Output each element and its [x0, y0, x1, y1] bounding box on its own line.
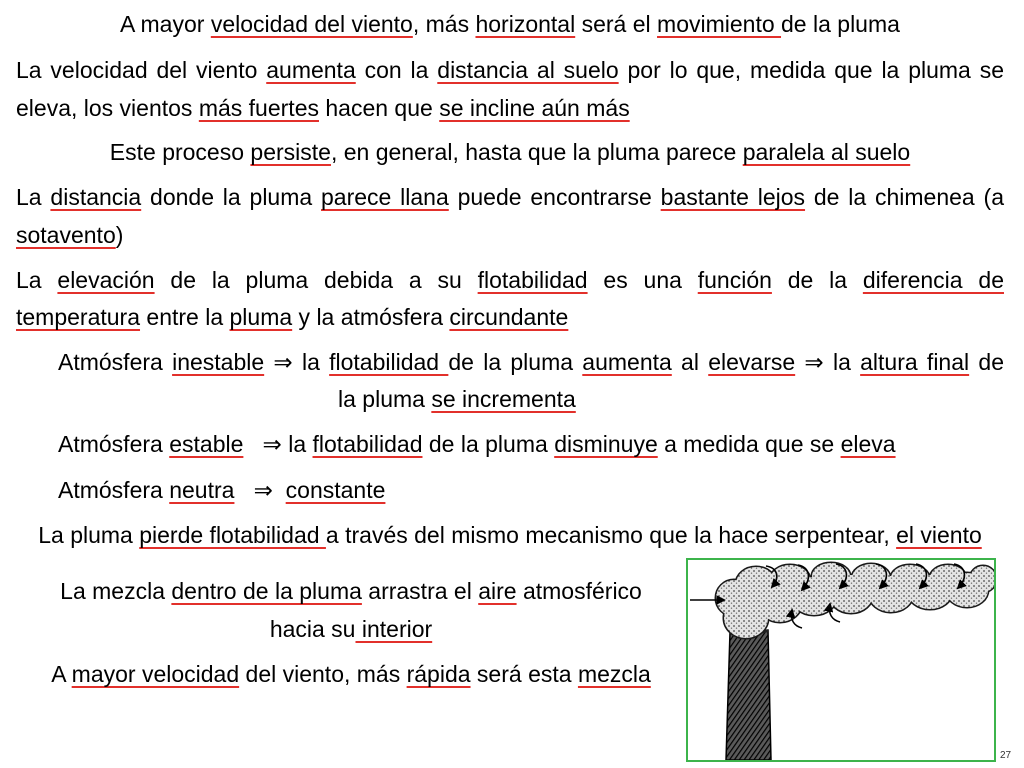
underlined-term: disminuye [554, 431, 658, 457]
text-run: ) [115, 222, 124, 248]
text-run: La [16, 267, 58, 293]
unstable-atmosphere-line-1 [58, 343, 1004, 381]
underlined-term: diferencia de [862, 267, 1004, 293]
underlined-term: eleva [840, 431, 896, 457]
underlined-term: movimiento [657, 11, 782, 37]
text-run: , en general, hasta que la pluma parece [330, 139, 743, 165]
text-run: de la [771, 267, 863, 293]
underlined-term: distancia [50, 184, 142, 210]
unstable-atmosphere-line-2 [338, 380, 838, 418]
underlined-term: paralela al suelo [742, 139, 911, 165]
text-run: de [969, 349, 1004, 375]
text-run: será esta [470, 661, 578, 687]
underlined-term: flotabilidad [312, 431, 423, 457]
statement-persistence [16, 133, 1004, 171]
text-run: a medida que se [657, 431, 841, 457]
underlined-term: velocidad del viento [210, 11, 413, 37]
underlined-term: elevación [57, 267, 155, 293]
text-run: La velocidad del viento [16, 57, 267, 83]
underlined-term: pierde flotabilidad [139, 522, 326, 548]
mixing-note-line-2 [16, 610, 686, 648]
page-number: 27 [1000, 750, 1012, 761]
text-run: donde la pluma [141, 184, 322, 210]
underlined-term: flotabilidad [477, 267, 588, 293]
statement-loses-buoyancy [16, 516, 1004, 554]
underlined-term: más fuertes [198, 95, 319, 121]
plume-illustration-frame [686, 558, 996, 762]
paragraph-wind-speed-line-1 [16, 51, 1004, 89]
text-run: A [51, 661, 72, 687]
text-run: entre la [140, 304, 230, 330]
text-run: ⇒ [234, 477, 286, 503]
text-run: de la pluma [422, 431, 555, 457]
underlined-term: neutra [169, 477, 235, 503]
text-run: hacia su [269, 616, 356, 642]
text-run: a través del mismo mecanismo que la hace serpentear, [325, 522, 897, 548]
underlined-term: flotabilidad [329, 349, 449, 375]
text-run: Atmósfera [58, 431, 170, 457]
underlined-term: rápida [406, 661, 471, 687]
chimney-plume-illustration [688, 560, 994, 760]
text-run: arrastra el [361, 578, 479, 604]
plume [716, 563, 994, 638]
chimney [726, 628, 771, 760]
underlined-term: distancia al suelo [437, 57, 619, 83]
text-run: de la pluma [448, 349, 583, 375]
text-run: de la pluma [781, 11, 900, 37]
text-run: hacen que [318, 95, 440, 121]
text-run: A mayor [120, 11, 211, 37]
text-run: La mezcla [60, 578, 172, 604]
underlined-term: se incline aún más [439, 95, 630, 121]
text-run: eleva, los vientos [16, 95, 199, 121]
underlined-term: temperatura [16, 304, 141, 330]
underlined-term: sotavento [16, 222, 116, 248]
text-run: al [671, 349, 709, 375]
text-run: de la chimenea (a [805, 184, 1004, 210]
paragraph-buoyancy-line-1 [16, 261, 1004, 299]
underlined-term: aire [478, 578, 517, 604]
underlined-term: parece llana [321, 184, 449, 210]
underlined-term: función [697, 267, 772, 293]
underlined-term: estable [169, 431, 244, 457]
text-run: ⇒ la [243, 431, 313, 457]
text-run: Atmósfera [58, 349, 173, 375]
stable-atmosphere-line [58, 425, 1004, 463]
heading-statement [16, 5, 1004, 43]
underlined-term: aumenta [582, 349, 672, 375]
underlined-term: constante [285, 477, 386, 503]
text-run: es una [587, 267, 698, 293]
text-run: la pluma [338, 386, 432, 412]
text-run: La pluma [38, 522, 140, 548]
paragraph-distance-line-2 [16, 216, 1004, 254]
text-run: ⇒ la [795, 349, 861, 375]
mixing-note-line-1 [16, 572, 686, 610]
text-run: por lo que, medida que la pluma se [618, 57, 1004, 83]
underlined-term: aumenta [266, 57, 356, 83]
underlined-term: pluma [229, 304, 293, 330]
text-run: La [16, 184, 51, 210]
text-run: Atmósfera [58, 477, 170, 503]
underlined-term: interior [355, 616, 433, 642]
text-run: ⇒ la [264, 349, 330, 375]
underlined-term: horizontal [475, 11, 576, 37]
plume-fill [716, 563, 994, 638]
text-run: atmosférico [516, 578, 642, 604]
underlined-term: elevarse [708, 349, 796, 375]
neutral-atmosphere-line [58, 471, 1004, 509]
underlined-term: dentro de la pluma [171, 578, 362, 604]
underlined-term: persiste [250, 139, 331, 165]
underlined-term: inestable [172, 349, 265, 375]
paragraph-wind-speed-line-2 [16, 89, 1004, 127]
underlined-term: el viento [896, 522, 982, 548]
text-run: y la atmósfera [292, 304, 450, 330]
text-run: , más [412, 11, 476, 37]
mixing-speed-note [16, 655, 686, 693]
text-run: Este proceso [109, 139, 251, 165]
underlined-term: se incrementa [431, 386, 576, 412]
underlined-term: altura final [860, 349, 970, 375]
text-run: será el [575, 11, 658, 37]
text-run: de la pluma debida a su [154, 267, 478, 293]
paragraph-distance-line-1 [16, 178, 1004, 216]
text-run: puede encontrarse [448, 184, 661, 210]
paragraph-buoyancy-line-2 [16, 298, 1004, 336]
underlined-term: mayor velocidad [71, 661, 240, 687]
text-run: con la [355, 57, 438, 83]
text-run: del viento, más [239, 661, 407, 687]
underlined-term: circundante [449, 304, 569, 330]
underlined-term: bastante lejos [660, 184, 806, 210]
underlined-term: mezcla [577, 661, 651, 687]
